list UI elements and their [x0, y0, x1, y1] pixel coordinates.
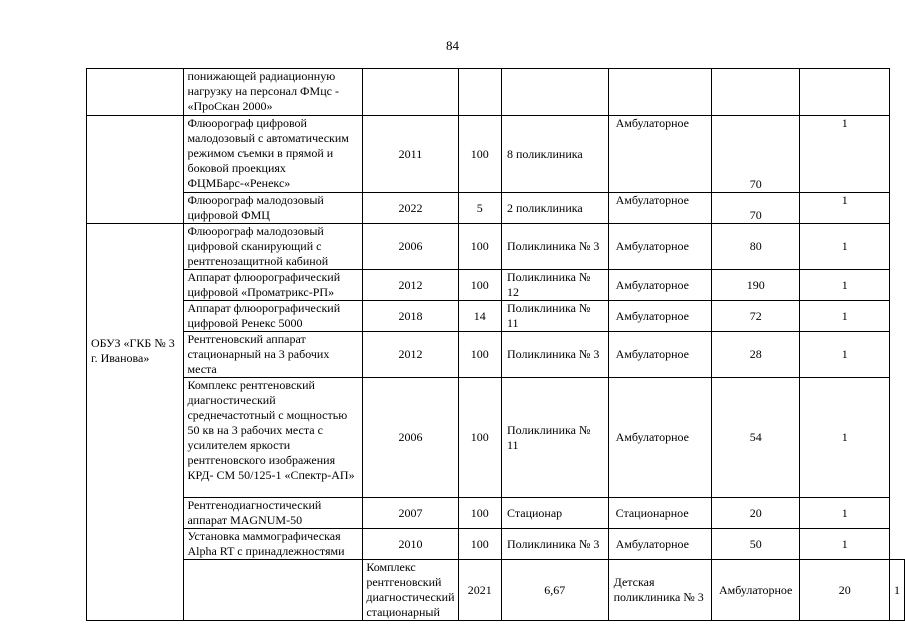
equipment-name: Флюорограф малодозовый цифровой сканирующий с рентгенозащитной кабиной [184, 224, 363, 270]
count-cell: 1 [800, 301, 890, 332]
condition-cell: Амбулаторное [608, 224, 711, 270]
year-cell: 2006 [363, 378, 458, 498]
equipment-name: Комплекс рентгеновский диагностический стационарный [363, 560, 458, 621]
count-cell: 1 [800, 224, 890, 270]
equipment-table [86, 68, 905, 621]
organization-cell [87, 224, 184, 621]
table-row [87, 224, 905, 270]
organization-name: ОБУЗ «ГКБ № 3 г. Иванова» [91, 336, 175, 365]
condition-cell: Амбулаторное [608, 270, 711, 301]
count-cell: 1 [800, 193, 890, 224]
address-cell: Детская поликлиника № 3 [608, 560, 711, 621]
equipment-name: Аппарат флюорографический цифровой «Проматрикс-РП» [184, 270, 363, 301]
year-cell: 2022 [363, 193, 458, 224]
table-row [87, 332, 905, 378]
table-row [87, 301, 905, 332]
address-cell: Поликлиника № 3 [502, 332, 609, 378]
table-row [87, 529, 905, 560]
table-row [87, 116, 905, 193]
condition-cell: Стационарное [608, 498, 711, 529]
load-cell: 80 [712, 224, 800, 270]
year-cell: 2010 [363, 529, 458, 560]
address-cell: Поликлиника № 11 [502, 378, 609, 498]
wear-cell: 6,67 [502, 560, 609, 621]
table-row [87, 270, 905, 301]
count-cell: 1 [800, 332, 890, 378]
equipment-name: Рентгенодиагностический аппарат MAGNUM-50 [184, 498, 363, 529]
condition-cell: Амбулаторное [712, 560, 800, 621]
wear-cell: 100 [458, 529, 501, 560]
equipment-name: Установка маммографическая Alpha RT с принадлежностями [184, 529, 363, 560]
address-cell: Поликлиника № 3 [502, 224, 609, 270]
load-cell: 70 [712, 193, 800, 224]
count-cell: 1 [800, 378, 890, 498]
load-cell: 50 [712, 529, 800, 560]
year-cell [363, 69, 458, 116]
address-cell: Поликлиника № 12 [502, 270, 609, 301]
year-cell: 2006 [363, 224, 458, 270]
wear-cell: 100 [458, 332, 501, 378]
count-cell [800, 69, 890, 116]
table-row [87, 193, 905, 224]
org-cell-empty [184, 560, 363, 621]
year-cell: 2011 [363, 116, 458, 193]
equipment-name: Комплекс рентгеновский диагностический среднечастотный с мощностью 50 кв на 3 рабочих места с усилителем яркости рентгеновского изображения КРД- СМ 50/125-1 «Спектр-АП» [184, 378, 363, 498]
page-number: 84 [446, 38, 459, 53]
equipment-name: Рентгеновский аппарат стационарный на 3 рабочих места [184, 332, 363, 378]
table-row [87, 378, 905, 498]
table-row [87, 69, 905, 116]
equipment-name: Аппарат флюорографический цифровой Ренекс 5000 [184, 301, 363, 332]
load-cell: 190 [712, 270, 800, 301]
load-cell: 20 [712, 498, 800, 529]
equipment-name: Флюорограф цифровой малодозовый с автоматическим режимом съемки в прямой и боковой проекциях ФЦМБарс-«Ренекс» [184, 116, 363, 193]
table-row [87, 498, 905, 529]
wear-cell: 100 [458, 270, 501, 301]
condition-cell: Амбулаторное [608, 193, 711, 224]
year-cell: 2012 [363, 270, 458, 301]
address-cell: Стационар [502, 498, 609, 529]
load-cell: 70 [712, 116, 800, 193]
condition-cell: Амбулаторное [608, 378, 711, 498]
year-cell: 2012 [363, 332, 458, 378]
condition-cell: Амбулаторное [608, 301, 711, 332]
equipment-name: понижающей радиационную нагрузку на персонал ФМцс - «ПроСкан 2000» [184, 69, 363, 116]
year-cell: 2007 [363, 498, 458, 529]
load-cell: 28 [712, 332, 800, 378]
load-cell: 20 [800, 560, 890, 621]
year-cell: 2021 [458, 560, 501, 621]
count-cell: 1 [890, 560, 905, 621]
wear-cell: 100 [458, 116, 501, 193]
equipment-name: Флюорограф малодозовый цифровой ФМЦ [184, 193, 363, 224]
wear-cell [458, 69, 501, 116]
address-cell: Поликлиника № 3 [502, 529, 609, 560]
wear-cell: 100 [458, 498, 501, 529]
address-cell: 8 поликлиника [502, 116, 609, 193]
address-cell: 2 поликлиника [502, 193, 609, 224]
table-row [87, 560, 905, 621]
org-cell-empty [87, 116, 184, 224]
condition-cell: Амбулаторное [608, 116, 711, 193]
address-cell [502, 69, 609, 116]
wear-cell: 14 [458, 301, 501, 332]
wear-cell: 100 [458, 378, 501, 498]
wear-cell: 100 [458, 224, 501, 270]
count-cell: 1 [800, 498, 890, 529]
load-cell: 54 [712, 378, 800, 498]
org-cell-prev [87, 69, 184, 116]
wear-cell: 5 [458, 193, 501, 224]
count-cell: 1 [800, 116, 890, 193]
address-cell: Поликлиника № 11 [502, 301, 609, 332]
condition-cell: Амбулаторное [608, 332, 711, 378]
condition-cell [608, 69, 711, 116]
year-cell: 2018 [363, 301, 458, 332]
count-cell: 1 [800, 529, 890, 560]
load-cell: 72 [712, 301, 800, 332]
condition-cell: Амбулаторное [608, 529, 711, 560]
count-cell: 1 [800, 270, 890, 301]
load-cell [712, 69, 800, 116]
